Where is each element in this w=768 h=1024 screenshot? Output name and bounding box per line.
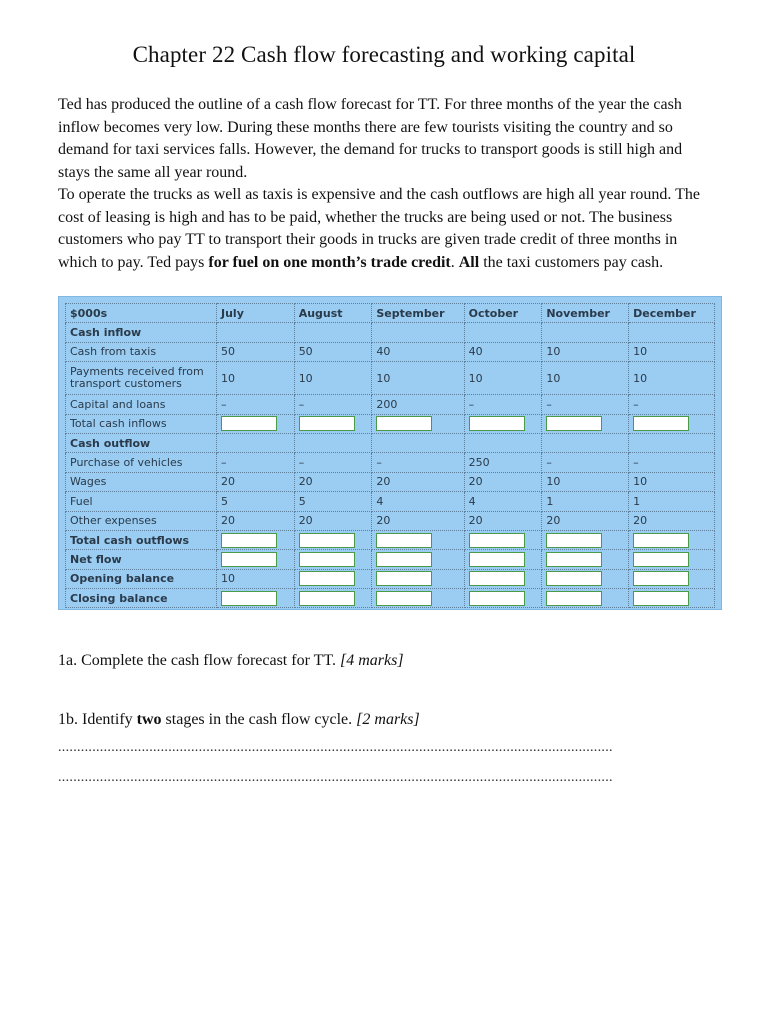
- answer-box[interactable]: [221, 552, 277, 567]
- question-1a-text: 1a. Complete the cash flow forecast for TT.: [58, 652, 340, 669]
- answer-box[interactable]: [221, 533, 277, 548]
- value-cell: –: [294, 453, 372, 472]
- value-cell: 4: [464, 492, 542, 511]
- answer-cell: [629, 569, 715, 588]
- answer-cell: [542, 569, 629, 588]
- cash-flow-table: [65, 303, 715, 608]
- value-cell: 20: [294, 511, 372, 530]
- value-cell: [372, 323, 464, 342]
- answer-cell: [542, 530, 629, 549]
- value-cell: 5: [294, 492, 372, 511]
- intro-paragraph: [58, 94, 718, 184]
- value-cell: 4: [372, 492, 464, 511]
- header-month: December: [629, 304, 715, 323]
- answer-cell: [372, 530, 464, 549]
- value-cell: –: [217, 453, 295, 472]
- question-1b-text-b: stages in the cash flow cycle.: [161, 711, 357, 728]
- cash-flow-table-panel: [58, 296, 722, 610]
- answer-cell: [217, 414, 295, 433]
- answer-box[interactable]: [469, 571, 525, 586]
- value-cell: –: [542, 395, 629, 414]
- value-cell: 20: [464, 472, 542, 491]
- costs-paragraph: [58, 184, 718, 274]
- table-row: [66, 362, 715, 395]
- costs-text-b: .: [450, 253, 459, 271]
- answer-cell: [464, 550, 542, 569]
- row-label: Wages: [66, 472, 217, 491]
- value-cell: 20: [294, 472, 372, 491]
- table-row: [66, 323, 715, 342]
- row-label: Total cash outflows: [66, 530, 217, 549]
- answer-cell: [629, 530, 715, 549]
- table-row: [66, 342, 715, 361]
- row-label: Capital and loans: [66, 395, 217, 414]
- value-cell: [217, 433, 295, 452]
- row-label: Total cash inflows: [66, 414, 217, 433]
- row-label: Other expenses: [66, 511, 217, 530]
- value-cell: [629, 433, 715, 452]
- costs-text-bold: for fuel on one month’s trade credit: [208, 253, 451, 271]
- answer-box[interactable]: [546, 533, 602, 548]
- value-cell: 20: [217, 472, 295, 491]
- value-cell: 10: [629, 362, 715, 395]
- question-1b-bold: two: [136, 711, 162, 728]
- value-cell: 10: [542, 472, 629, 491]
- row-label: Fuel: [66, 492, 217, 511]
- intro-text: Ted has produced the outline of a cash flow forecast for TT. For three months of the year the cash inflow becomes very low. During these months there are few tourists visiting the country and so demand for taxi services falls. However, the demand for trucks to transport goods is still high and stays the same all year round.: [58, 96, 683, 181]
- value-cell: [294, 433, 372, 452]
- value-cell: 200: [372, 395, 464, 414]
- answer-box[interactable]: [546, 416, 602, 431]
- answer-cell: [372, 589, 464, 608]
- table-header-row: [66, 304, 715, 323]
- value-cell: [629, 323, 715, 342]
- answer-box[interactable]: [221, 591, 277, 606]
- header-month: September: [372, 304, 464, 323]
- answer-box[interactable]: [469, 533, 525, 548]
- value-cell: [542, 323, 629, 342]
- value-cell: 10: [464, 362, 542, 395]
- table-row: [66, 472, 715, 491]
- table-row: [66, 395, 715, 414]
- answer-cell: [372, 550, 464, 569]
- page-title: Chapter 22 Cash flow forecasting and working capital: [132, 42, 636, 67]
- answer-box[interactable]: [546, 591, 602, 606]
- table-body: [66, 323, 715, 608]
- value-cell: [217, 323, 295, 342]
- table-row: [66, 492, 715, 511]
- costs-text-c: the taxi customers pay cash.: [479, 253, 664, 271]
- row-label: Net flow: [66, 550, 217, 569]
- row-label: Cash from taxis: [66, 342, 217, 361]
- value-cell: –: [629, 395, 715, 414]
- value-cell: 5: [217, 492, 295, 511]
- value-cell: 10: [294, 362, 372, 395]
- answer-cell: [294, 530, 372, 549]
- value-cell: 20: [542, 511, 629, 530]
- answer-cell: [217, 550, 295, 569]
- answer-box[interactable]: [633, 416, 689, 431]
- answer-box[interactable]: [546, 552, 602, 567]
- value-cell: –: [629, 453, 715, 472]
- table-row: [66, 433, 715, 452]
- answer-cell: [629, 589, 715, 608]
- value-cell: –: [217, 395, 295, 414]
- value-cell: [294, 323, 372, 342]
- question-1a-marks: [4 marks]: [339, 652, 404, 669]
- value-cell: 20: [464, 511, 542, 530]
- answer-box[interactable]: [469, 552, 525, 567]
- answer-cell: [464, 414, 542, 433]
- question-1a: [58, 652, 404, 670]
- header-month: August: [294, 304, 372, 323]
- answer-cell: [294, 550, 372, 569]
- row-label: Cash outflow: [66, 433, 217, 452]
- answer-box[interactable]: [299, 533, 355, 548]
- answer-cell: [372, 414, 464, 433]
- answer-cell: [294, 569, 372, 588]
- table-row: [66, 530, 715, 549]
- answer-box[interactable]: [376, 591, 432, 606]
- answer-line-2[interactable]: ..................................................................................................................................................: [58, 770, 613, 785]
- question-1b: [58, 711, 420, 729]
- value-cell: 10: [542, 362, 629, 395]
- answer-box[interactable]: [376, 571, 432, 586]
- table-row: [66, 453, 715, 472]
- value-cell: 1: [629, 492, 715, 511]
- row-label: Purchase of vehicles: [66, 453, 217, 472]
- answer-box[interactable]: [376, 416, 432, 431]
- header-units: $000s: [66, 304, 217, 323]
- question-1b-text-a: 1b. Identify: [58, 711, 137, 728]
- answer-box[interactable]: [633, 571, 689, 586]
- answer-cell: [294, 589, 372, 608]
- answer-cell: [372, 569, 464, 588]
- value-cell: [542, 433, 629, 452]
- value-cell: 50: [294, 342, 372, 361]
- answer-box[interactable]: [299, 571, 355, 586]
- answer-cell: [542, 589, 629, 608]
- value-cell: 10: [629, 472, 715, 491]
- table-row: [66, 589, 715, 608]
- value-cell: 10: [217, 362, 295, 395]
- answer-cell: [629, 550, 715, 569]
- value-cell: –: [464, 395, 542, 414]
- answer-box[interactable]: [221, 416, 277, 431]
- value-cell: 10: [217, 569, 295, 588]
- value-cell: 10: [542, 342, 629, 361]
- answer-cell: [629, 414, 715, 433]
- answer-cell: [542, 414, 629, 433]
- value-cell: 40: [372, 342, 464, 361]
- costs-text-a: To operate the trucks as well as taxis is expensive and the cash outflows are high all year round. The cost of leasing is high and has to be paid, whether the trucks are being used or not. The business customers who pay TT to transport their goods in trucks are given trade credit of three months in which to pay. Ted pays: [58, 186, 700, 271]
- value-cell: –: [542, 453, 629, 472]
- answer-cell: [217, 530, 295, 549]
- value-cell: [464, 433, 542, 452]
- header-month: October: [464, 304, 542, 323]
- answer-box[interactable]: [633, 591, 689, 606]
- answer-line-1[interactable]: ..................................................................................................................................................: [58, 740, 613, 755]
- answer-cell: [542, 550, 629, 569]
- value-cell: 40: [464, 342, 542, 361]
- value-cell: 20: [372, 472, 464, 491]
- answer-box[interactable]: [376, 552, 432, 567]
- header-month: November: [542, 304, 629, 323]
- value-cell: 1: [542, 492, 629, 511]
- value-cell: 50: [217, 342, 295, 361]
- answer-box[interactable]: [299, 552, 355, 567]
- value-cell: 10: [372, 362, 464, 395]
- value-cell: 20: [372, 511, 464, 530]
- answer-box[interactable]: [546, 571, 602, 586]
- answer-cell: [294, 414, 372, 433]
- table-row: [66, 569, 715, 588]
- row-label: Cash inflow: [66, 323, 217, 342]
- row-label: Payments received from transport customers: [66, 362, 217, 395]
- answer-box[interactable]: [633, 533, 689, 548]
- costs-text-bold2: All: [458, 253, 480, 271]
- value-cell: [372, 433, 464, 452]
- answer-box[interactable]: [469, 591, 525, 606]
- answer-box[interactable]: [299, 416, 355, 431]
- table-row: [66, 511, 715, 530]
- table-row: [66, 550, 715, 569]
- value-cell: [464, 323, 542, 342]
- value-cell: 20: [629, 511, 715, 530]
- answer-box[interactable]: [299, 591, 355, 606]
- row-label: Closing balance: [66, 589, 217, 608]
- table-row: [66, 414, 715, 433]
- value-cell: 250: [464, 453, 542, 472]
- value-cell: –: [294, 395, 372, 414]
- answer-box[interactable]: [469, 416, 525, 431]
- answer-cell: [464, 569, 542, 588]
- row-label: Opening balance: [66, 569, 217, 588]
- answer-cell: [464, 589, 542, 608]
- header-month: July: [217, 304, 295, 323]
- value-cell: 20: [217, 511, 295, 530]
- value-cell: 10: [629, 342, 715, 361]
- answer-box[interactable]: [376, 533, 432, 548]
- answer-cell: [464, 530, 542, 549]
- answer-cell: [217, 589, 295, 608]
- answer-box[interactable]: [633, 552, 689, 567]
- value-cell: –: [372, 453, 464, 472]
- question-1b-marks: [2 marks]: [356, 711, 420, 728]
